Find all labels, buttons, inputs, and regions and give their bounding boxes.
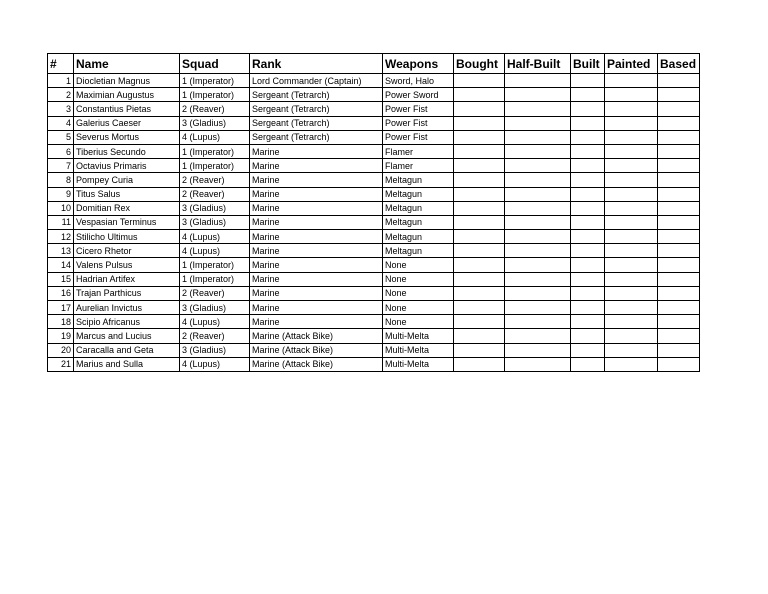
cell-based [658,272,700,286]
table-row [48,301,700,315]
cell-rank: Marine (Attack Bike) [250,357,383,371]
cell-squad: 3 (Gladius) [180,301,250,315]
cell-bought [454,159,505,173]
cell-rank: Marine [250,201,383,215]
cell-name: Titus Salus [74,187,180,201]
cell-name: Domitian Rex [74,201,180,215]
cell-built [571,130,605,144]
cell-name: Marius and Sulla [74,357,180,371]
cell-bought [454,272,505,286]
cell-squad: 2 (Reaver) [180,187,250,201]
cell-based [658,130,700,144]
cell-half-built [505,258,571,272]
cell-painted [605,272,658,286]
cell-half-built [505,144,571,158]
cell-based [658,173,700,187]
cell-painted [605,116,658,130]
cell-squad: 4 (Lupus) [180,357,250,371]
cell-half-built [505,201,571,215]
cell-half-built [505,215,571,229]
cell-weapons: Power Fist [383,130,454,144]
table-row [48,244,700,258]
cell-squad: 4 (Lupus) [180,244,250,258]
cell-based [658,315,700,329]
table-row [48,215,700,229]
table-row [48,286,700,300]
cell-squad: 1 (Imperator) [180,258,250,272]
cell-weapons: Meltagun [383,201,454,215]
cell-number: 18 [48,315,74,329]
cell-built [571,102,605,116]
cell-built [571,201,605,215]
cell-half-built [505,286,571,300]
cell-squad: 1 (Imperator) [180,88,250,102]
cell-squad: 2 (Reaver) [180,102,250,116]
column-header-based: Based [658,54,700,74]
table-row [48,144,700,158]
cell-name: Valens Pulsus [74,258,180,272]
cell-half-built [505,159,571,173]
cell-number: 13 [48,244,74,258]
cell-name: Scipio Africanus [74,315,180,329]
cell-painted [605,343,658,357]
table-row [48,116,700,130]
cell-number: 5 [48,130,74,144]
cell-squad: 2 (Reaver) [180,173,250,187]
cell-built [571,315,605,329]
column-header-built: Built [571,54,605,74]
cell-half-built [505,88,571,102]
cell-squad: 1 (Imperator) [180,159,250,173]
cell-half-built [505,102,571,116]
cell-painted [605,315,658,329]
cell-weapons: Multi-Melta [383,343,454,357]
cell-number: 16 [48,286,74,300]
table-row [48,159,700,173]
table-row [48,258,700,272]
cell-built [571,116,605,130]
cell-half-built [505,74,571,88]
cell-name: Hadrian Artifex [74,272,180,286]
cell-based [658,88,700,102]
cell-painted [605,173,658,187]
cell-squad: 1 (Imperator) [180,272,250,286]
cell-squad: 1 (Imperator) [180,144,250,158]
cell-bought [454,286,505,300]
cell-half-built [505,315,571,329]
cell-based [658,187,700,201]
table-row [48,272,700,286]
cell-weapons: Meltagun [383,173,454,187]
cell-built [571,74,605,88]
cell-weapons: Power Fist [383,116,454,130]
cell-bought [454,258,505,272]
cell-number: 11 [48,215,74,229]
cell-rank: Marine [250,258,383,272]
cell-weapons: None [383,258,454,272]
cell-name: Stilicho Ultimus [74,230,180,244]
cell-squad: 4 (Lupus) [180,315,250,329]
table-row [48,74,700,88]
cell-based [658,201,700,215]
cell-name: Marcus and Lucius [74,329,180,343]
table-row [48,230,700,244]
cell-name: Caracalla and Geta [74,343,180,357]
cell-painted [605,88,658,102]
cell-painted [605,130,658,144]
cell-built [571,301,605,315]
cell-built [571,244,605,258]
cell-painted [605,201,658,215]
cell-half-built [505,357,571,371]
cell-bought [454,244,505,258]
cell-rank: Marine (Attack Bike) [250,343,383,357]
cell-based [658,230,700,244]
cell-rank: Marine [250,286,383,300]
table-row [48,88,700,102]
column-header-name: Name [74,54,180,74]
cell-bought [454,329,505,343]
cell-rank: Marine [250,187,383,201]
cell-based [658,286,700,300]
cell-squad: 2 (Reaver) [180,329,250,343]
cell-number: 21 [48,357,74,371]
cell-half-built [505,329,571,343]
cell-name: Octavius Primaris [74,159,180,173]
column-header-bought: Bought [454,54,505,74]
cell-name: Trajan Parthicus [74,286,180,300]
cell-painted [605,230,658,244]
cell-weapons: Power Fist [383,102,454,116]
cell-based [658,74,700,88]
cell-weapons: Meltagun [383,230,454,244]
table-row [48,102,700,116]
column-header-number: # [48,54,74,74]
cell-built [571,88,605,102]
cell-weapons: None [383,272,454,286]
cell-number: 1 [48,74,74,88]
cell-name: Severus Mortus [74,130,180,144]
cell-number: 4 [48,116,74,130]
cell-number: 9 [48,187,74,201]
cell-based [658,244,700,258]
cell-squad: 3 (Gladius) [180,215,250,229]
cell-name: Constantius Pietas [74,102,180,116]
cell-number: 7 [48,159,74,173]
cell-weapons: Power Sword [383,88,454,102]
cell-bought [454,201,505,215]
cell-bought [454,357,505,371]
cell-name: Galerius Caeser [74,116,180,130]
cell-painted [605,301,658,315]
cell-squad: 3 (Gladius) [180,201,250,215]
cell-rank: Marine [250,315,383,329]
table-row [48,315,700,329]
cell-number: 8 [48,173,74,187]
cell-name: Diocletian Magnus [74,74,180,88]
cell-number: 12 [48,230,74,244]
cell-number: 6 [48,144,74,158]
cell-half-built [505,301,571,315]
cell-rank: Marine [250,272,383,286]
cell-built [571,187,605,201]
cell-based [658,215,700,229]
cell-number: 17 [48,301,74,315]
cell-half-built [505,173,571,187]
cell-weapons: Flamer [383,159,454,173]
cell-weapons: Multi-Melta [383,329,454,343]
cell-based [658,116,700,130]
cell-rank: Marine [250,173,383,187]
column-header-half-built: Half-Built [505,54,571,74]
cell-squad: 3 (Gladius) [180,343,250,357]
cell-rank: Marine (Attack Bike) [250,329,383,343]
cell-built [571,215,605,229]
cell-bought [454,102,505,116]
cell-bought [454,215,505,229]
cell-weapons: None [383,315,454,329]
cell-bought [454,343,505,357]
cell-name: Vespasian Terminus [74,215,180,229]
cell-half-built [505,230,571,244]
cell-built [571,258,605,272]
table-row [48,343,700,357]
cell-bought [454,88,505,102]
cell-rank: Sergeant (Tetrarch) [250,88,383,102]
column-header-rank: Rank [250,54,383,74]
cell-half-built [505,130,571,144]
cell-name: Pompey Curia [74,173,180,187]
cell-weapons: None [383,286,454,300]
column-header-squad: Squad [180,54,250,74]
cell-painted [605,102,658,116]
cell-squad: 2 (Reaver) [180,286,250,300]
cell-weapons: None [383,301,454,315]
table-row [48,187,700,201]
cell-built [571,357,605,371]
cell-half-built [505,272,571,286]
cell-painted [605,215,658,229]
cell-weapons: Meltagun [383,244,454,258]
cell-painted [605,329,658,343]
column-header-painted: Painted [605,54,658,74]
cell-based [658,301,700,315]
cell-squad: 4 (Lupus) [180,230,250,244]
cell-rank: Marine [250,215,383,229]
cell-bought [454,230,505,244]
cell-squad: 3 (Gladius) [180,116,250,130]
cell-built [571,329,605,343]
cell-half-built [505,116,571,130]
cell-number: 3 [48,102,74,116]
cell-half-built [505,244,571,258]
cell-rank: Lord Commander (Captain) [250,74,383,88]
cell-half-built [505,187,571,201]
cell-bought [454,74,505,88]
cell-based [658,329,700,343]
cell-name: Aurelian Invictus [74,301,180,315]
cell-squad: 1 (Imperator) [180,74,250,88]
roster-body [48,74,700,372]
cell-rank: Marine [250,144,383,158]
cell-number: 15 [48,272,74,286]
cell-built [571,272,605,286]
header-row [48,54,700,74]
cell-bought [454,315,505,329]
cell-built [571,173,605,187]
cell-based [658,159,700,173]
cell-bought [454,301,505,315]
cell-painted [605,258,658,272]
cell-based [658,102,700,116]
cell-painted [605,244,658,258]
cell-number: 14 [48,258,74,272]
cell-painted [605,144,658,158]
cell-built [571,343,605,357]
cell-squad: 4 (Lupus) [180,130,250,144]
cell-based [658,357,700,371]
cell-number: 19 [48,329,74,343]
cell-painted [605,187,658,201]
table-row [48,173,700,187]
cell-bought [454,173,505,187]
table-row [48,130,700,144]
cell-weapons: Multi-Melta [383,357,454,371]
cell-rank: Marine [250,301,383,315]
cell-weapons: Flamer [383,144,454,158]
cell-based [658,144,700,158]
cell-bought [454,130,505,144]
cell-rank: Sergeant (Tetrarch) [250,116,383,130]
roster-table [47,53,700,372]
cell-built [571,230,605,244]
cell-name: Tiberius Secundo [74,144,180,158]
cell-bought [454,187,505,201]
cell-number: 20 [48,343,74,357]
cell-number: 2 [48,88,74,102]
table-row [48,357,700,371]
cell-rank: Marine [250,230,383,244]
cell-based [658,258,700,272]
cell-painted [605,357,658,371]
table-row [48,329,700,343]
table-row [48,201,700,215]
cell-painted [605,286,658,300]
cell-number: 10 [48,201,74,215]
cell-rank: Marine [250,244,383,258]
cell-weapons: Sword, Halo [383,74,454,88]
cell-built [571,286,605,300]
column-header-weapons: Weapons [383,54,454,74]
cell-bought [454,144,505,158]
cell-rank: Sergeant (Tetrarch) [250,102,383,116]
cell-painted [605,159,658,173]
cell-weapons: Meltagun [383,215,454,229]
cell-name: Cicero Rhetor [74,244,180,258]
cell-half-built [505,343,571,357]
cell-name: Maximian Augustus [74,88,180,102]
cell-based [658,343,700,357]
cell-built [571,159,605,173]
cell-painted [605,74,658,88]
cell-bought [454,116,505,130]
cell-rank: Marine [250,159,383,173]
cell-built [571,144,605,158]
cell-weapons: Meltagun [383,187,454,201]
cell-rank: Sergeant (Tetrarch) [250,130,383,144]
